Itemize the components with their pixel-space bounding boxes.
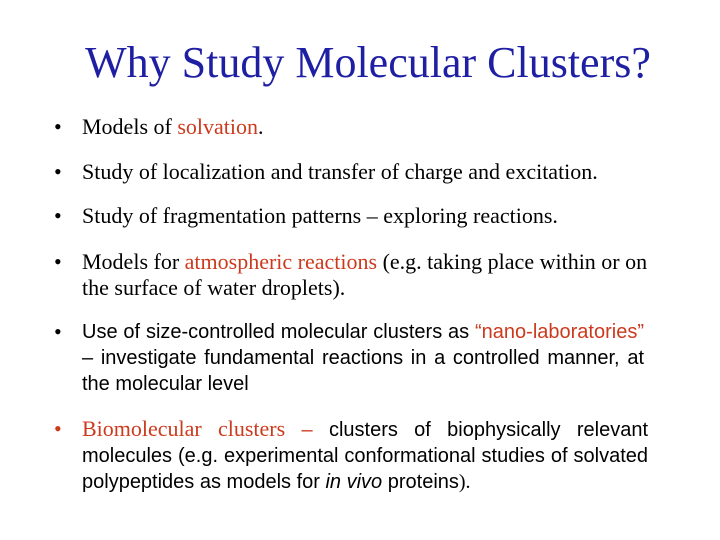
bullet-text: Biomolecular clusters – clusters of biophysically relevant molecules (e.g. experimental conformational studies of solvated polypeptides as models for in vivo proteins).: [82, 416, 648, 493]
bullet-item-fragmentation: [54, 203, 674, 229]
bullet-text: Models for atmospheric reactions (e.g. taking place within or on the surface of water droplets).: [82, 249, 648, 300]
bullet-item-charge-transfer: [54, 159, 674, 185]
highlight-nano-laboratories: “nano-laboratories”: [475, 321, 644, 343]
bullet-dot: •: [54, 249, 62, 274]
bullet-item-biomolecular: [54, 416, 674, 495]
bullet-dot: •: [54, 203, 62, 228]
bullet-dot: •: [54, 159, 62, 184]
bullet-item-atmospheric: [54, 249, 674, 301]
in-vivo-text: in vivo: [325, 471, 383, 493]
bullet-text: Use of size-controlled molecular clusters as “nano-laboratories” – investigate fundamental reactions in a controlled manner, at the molecular level: [82, 321, 644, 395]
highlight-biomolecular-clusters: Biomolecular clusters: [82, 416, 286, 441]
bullet-text: Study of localization and transfer of charge and excitation.: [82, 159, 598, 184]
bullet-text: Study of fragmentation patterns – exploring reactions.: [82, 203, 558, 228]
bullet-item-nano-laboratories: [54, 319, 674, 397]
bullet-item-solvation: [54, 114, 674, 140]
highlight-solvation: solvation: [177, 114, 258, 139]
slide-title: Why Study Molecular Clusters?: [85, 38, 651, 87]
highlight-atmospheric-reactions: atmospheric reactions: [184, 249, 378, 274]
bullet-dot: •: [54, 319, 62, 344]
bullet-dot: •: [54, 416, 62, 441]
bullet-dot: •: [54, 114, 62, 139]
bullet-text: Models of solvation.: [82, 114, 264, 139]
